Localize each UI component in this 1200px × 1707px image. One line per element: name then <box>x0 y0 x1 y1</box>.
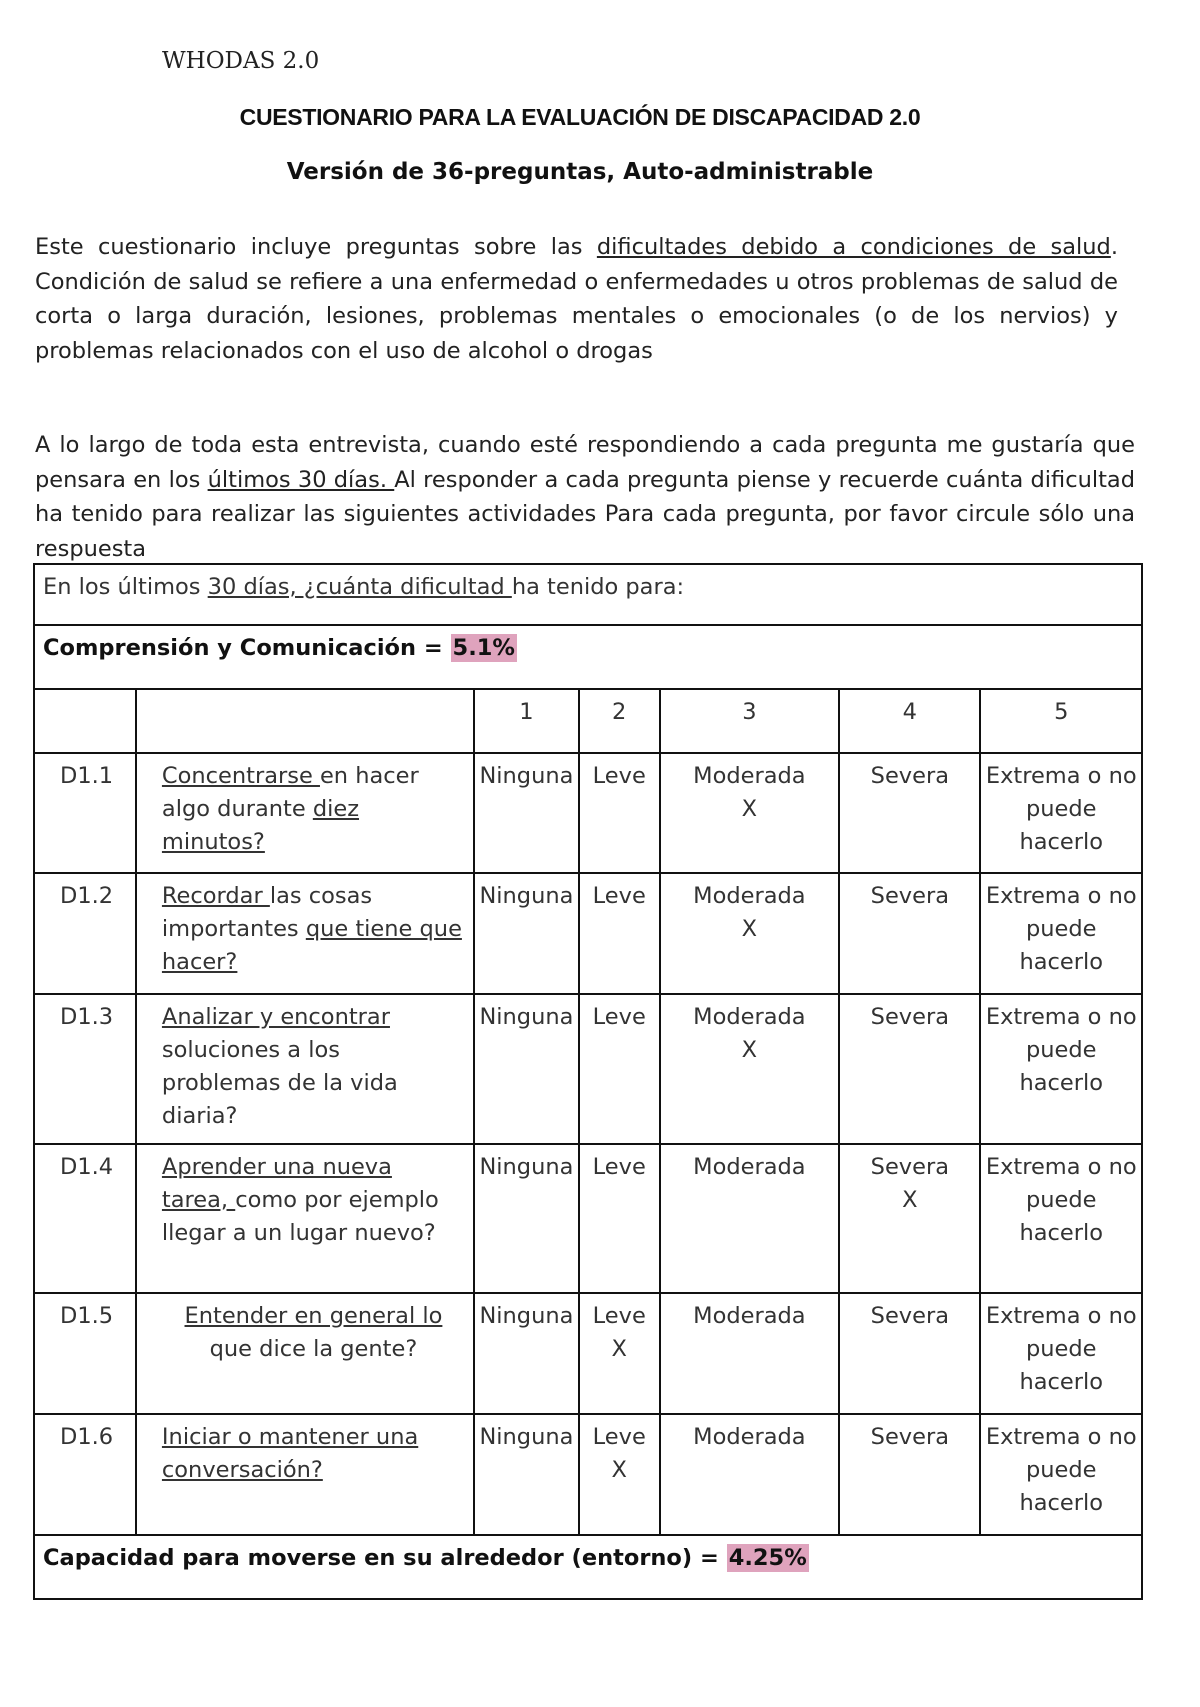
answer-option[interactable] <box>980 994 1142 1144</box>
scale-number: 5 <box>980 689 1142 753</box>
answer-label: Ninguna <box>479 1154 574 1180</box>
question-underlined-text: diez minutos? <box>161 796 360 855</box>
answer-option[interactable] <box>660 1293 840 1414</box>
question-underlined-text: Aprender una nueva tarea, <box>161 1154 392 1213</box>
answer-label: Ninguna <box>479 1004 574 1030</box>
answer-label: Severa <box>870 883 949 909</box>
difficulty-table <box>33 563 1143 1600</box>
answer-label: Leve <box>592 883 646 909</box>
scale-number: 1 <box>474 689 579 753</box>
answer-label: Extrema o no puede hacerlo <box>985 883 1137 975</box>
answer-option[interactable] <box>660 753 840 873</box>
question-code: D1.4 <box>34 1144 136 1293</box>
answer-option[interactable] <box>579 994 660 1144</box>
answer-option[interactable] <box>839 1293 980 1414</box>
answer-option[interactable] <box>980 1293 1142 1414</box>
answer-option[interactable] <box>980 753 1142 873</box>
table-prompt-row <box>34 564 1142 625</box>
answer-option[interactable] <box>660 1144 840 1293</box>
section-label: Capacidad para moverse en su alrededor (entorno) = <box>43 1545 727 1571</box>
intro-underlined-text: últimos 30 días. <box>207 466 395 493</box>
answer-option[interactable] <box>839 1414 980 1535</box>
empty-cell <box>136 689 474 753</box>
answer-label: Moderada <box>693 1154 806 1180</box>
selected-mark: X <box>741 916 758 942</box>
question-plain-text: soluciones a los problemas de la vida diaria? <box>161 1037 398 1129</box>
answer-label: Extrema o no puede hacerlo <box>985 1154 1137 1246</box>
answer-label: Extrema o no puede hacerlo <box>985 763 1137 855</box>
section-row <box>34 1535 1142 1599</box>
intro-text: Este cuestionario incluye preguntas sobre las <box>35 234 597 260</box>
question-text <box>136 1144 474 1293</box>
answer-option[interactable] <box>474 1144 579 1293</box>
intro-text: A lo largo de toda esta entrevista, cuando esté respondiendo a cada pregunta me gustaría que pensara en los <box>35 432 1135 493</box>
question-code: D1.3 <box>34 994 136 1144</box>
answer-option[interactable] <box>980 1144 1142 1293</box>
question-underlined-text: Entender en general lo <box>184 1303 443 1329</box>
answer-label: Leve <box>592 1424 646 1450</box>
answer-label: Ninguna <box>479 1303 574 1329</box>
answer-option[interactable] <box>474 994 579 1144</box>
page-subtitle: Versión de 36-preguntas, Auto-administrable <box>286 159 874 185</box>
answer-label: Leve <box>592 1004 646 1030</box>
section-heading <box>34 625 1142 689</box>
question-code: D1.5 <box>34 1293 136 1414</box>
table-prompt <box>34 564 1142 625</box>
selected-mark: X <box>741 796 758 822</box>
prompt-underlined-text: 30 días, ¿cuánta dificultad <box>207 574 512 600</box>
question-row <box>34 1144 1142 1293</box>
answer-option[interactable] <box>980 1414 1142 1535</box>
answer-option[interactable] <box>474 1414 579 1535</box>
question-underlined-text: que tiene que hacer? <box>161 916 462 975</box>
question-row <box>34 1293 1142 1414</box>
question-code: D1.1 <box>34 753 136 873</box>
answer-option[interactable] <box>474 1293 579 1414</box>
answer-option[interactable] <box>579 753 660 873</box>
prompt-text: En los últimos <box>43 574 208 600</box>
selected-mark: X <box>902 1187 918 1213</box>
intro-underlined-text: dificultades debido a condiciones de salud <box>596 234 1111 260</box>
question-row <box>34 753 1142 873</box>
section-percentage: 4.25% <box>728 1545 807 1571</box>
answer-label: Ninguna <box>479 883 574 909</box>
scale-number: 3 <box>660 689 840 753</box>
answer-option[interactable] <box>660 1414 840 1535</box>
answer-option[interactable] <box>474 753 579 873</box>
section-label: Comprensión y Comunicación = <box>43 635 451 661</box>
answer-label: Leve <box>592 763 646 789</box>
answer-label: Severa <box>870 763 949 789</box>
answer-option[interactable] <box>579 1414 660 1535</box>
answer-option[interactable] <box>660 994 840 1144</box>
question-text <box>136 1414 474 1535</box>
answer-label: Severa <box>870 1303 949 1329</box>
answer-option[interactable] <box>839 873 980 994</box>
scale-number: 4 <box>839 689 980 753</box>
question-text <box>136 994 474 1144</box>
selected-mark: X <box>611 1336 627 1362</box>
intro-paragraph-2 <box>35 428 1135 566</box>
section-heading <box>34 1535 1142 1599</box>
answer-label: Moderada <box>693 1303 806 1329</box>
question-text <box>136 753 474 873</box>
answer-option[interactable] <box>579 1293 660 1414</box>
intro-text: Al responder a cada pregunta piense y recuerde cuánta dificultad ha tenido para realizar las siguientes actividades Para cada pregunta, por favor circule sólo una respuesta <box>35 466 1136 562</box>
question-plain-text: en hacer algo durante <box>161 763 419 822</box>
question-row <box>34 994 1142 1144</box>
answer-option[interactable] <box>579 1144 660 1293</box>
answer-label: Extrema o no puede hacerlo <box>985 1424 1137 1516</box>
scale-row <box>34 689 1142 753</box>
question-row <box>34 1414 1142 1535</box>
page-title: CUESTIONARIO PARA LA EVALUACIÓN DE DISCAPACIDAD 2.0 <box>239 104 921 130</box>
question-row <box>34 873 1142 994</box>
answer-label: Ninguna <box>479 1424 574 1450</box>
question-plain-text: que dice la gente? <box>209 1336 418 1362</box>
answer-label: Moderada <box>693 1424 806 1450</box>
question-text <box>136 1293 474 1414</box>
answer-label: Extrema o no puede hacerlo <box>985 1004 1137 1096</box>
answer-label: Extrema o no puede hacerlo <box>985 1303 1137 1395</box>
answer-label: Moderada <box>693 763 806 789</box>
answer-option[interactable] <box>474 873 579 994</box>
answer-option[interactable] <box>839 1144 980 1293</box>
question-plain-text: como por ejemplo llegar a un lugar nuevo? <box>161 1187 439 1246</box>
answer-option[interactable] <box>579 873 660 994</box>
selected-mark: X <box>611 1457 627 1483</box>
answer-label: Moderada <box>693 883 806 909</box>
answer-label: Moderada <box>693 1004 806 1030</box>
answer-label: Leve <box>592 1303 646 1329</box>
question-code: D1.6 <box>34 1414 136 1535</box>
answer-option[interactable] <box>839 753 980 873</box>
question-underlined-text: Concentrarse <box>161 763 320 789</box>
section-row <box>34 625 1142 689</box>
intro-paragraph-1 <box>35 230 1118 368</box>
answer-option[interactable] <box>660 873 840 994</box>
form-name: WHODAS 2.0 <box>162 48 320 74</box>
intro-text: . Condición de salud se refiere a una enfermedad o enfermedades u otros problemas de salud de corta o larga duración, lesiones, problemas mentales o emocionales (o de los nervios) y problemas relacionados con el uso de alcohol o drogas <box>35 234 1118 364</box>
question-plain-text: las cosas importantes <box>161 883 373 942</box>
answer-option[interactable] <box>980 873 1142 994</box>
section-percentage: 5.1% <box>452 635 515 661</box>
question-underlined-text: Recordar <box>161 883 270 909</box>
answer-label: Severa <box>870 1424 949 1450</box>
answer-label: Severa <box>870 1004 949 1030</box>
answer-label: Leve <box>592 1154 646 1180</box>
question-underlined-text: Analizar y encontrar <box>161 1004 390 1030</box>
question-text <box>136 873 474 994</box>
selected-mark: X <box>741 1037 758 1063</box>
question-code: D1.2 <box>34 873 136 994</box>
question-underlined-text: Iniciar o mantener una conversación? <box>161 1424 419 1483</box>
answer-label: Severa <box>870 1154 949 1180</box>
prompt-text: ha tenido para: <box>511 574 685 600</box>
answer-label: Ninguna <box>479 763 574 789</box>
scale-number: 2 <box>579 689 660 753</box>
answer-option[interactable] <box>839 994 980 1144</box>
empty-cell <box>34 689 136 753</box>
